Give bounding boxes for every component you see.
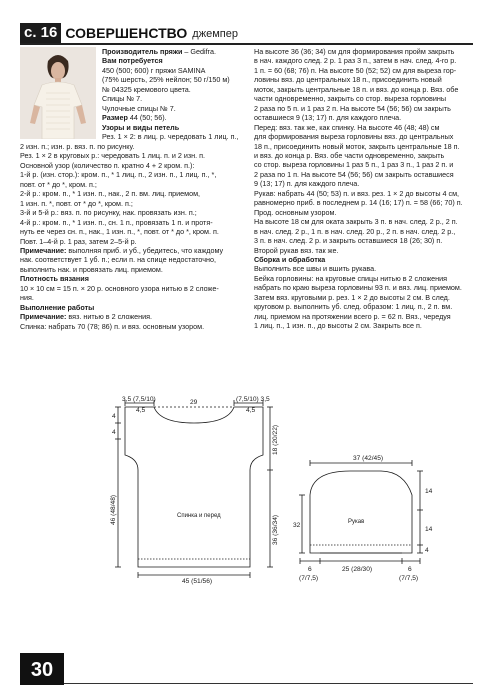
text-line <box>20 218 223 227</box>
text-line <box>102 47 239 56</box>
text-run: 1 изн. п. *, повт. от * до *, кром. п.; <box>20 198 133 208</box>
text-line <box>102 113 239 122</box>
text-line <box>20 246 223 255</box>
text-run: Затем вяз. круговыми р. рез. 1 × 2 до высоты 2 см. В след. <box>254 292 450 302</box>
text-line <box>254 75 463 84</box>
text-run: 2 изн. п.; изн. р. вяз. п. по рисунку. <box>20 142 135 151</box>
text-line <box>20 161 223 170</box>
sleeve-dim-left: 32 <box>293 522 301 529</box>
text-run: Второй рукав вяз. так же. <box>254 245 339 255</box>
sleeve-dim-bottom-right-2: (7/7,5) <box>399 575 419 582</box>
text-line <box>254 160 463 169</box>
text-line <box>20 227 223 236</box>
text-line <box>20 322 223 331</box>
text-run: равномерно приб. в последнем р. 14 (16; 17) п. = 58 (66; 70) п. <box>254 198 463 208</box>
text-line <box>254 274 463 283</box>
text-line <box>102 132 239 141</box>
text-run: 2 раза по 5 п. и 1 раз 2 п. На высоте 54 (56; 56) см закрыть <box>254 103 451 113</box>
text-run: со стор. выреза горловины 1 раз 5 п., 1 раз 3 п., 1 раз 2 п. и <box>254 160 454 170</box>
dim-left-b: 4 <box>112 429 116 436</box>
text-line <box>254 151 463 160</box>
sleeve-dim-right-b: 14 <box>425 526 433 533</box>
text-run: 44 (50; 56). <box>127 113 167 123</box>
text-line <box>254 236 463 245</box>
text-line <box>102 94 239 103</box>
text-line <box>254 302 463 311</box>
sleeve-dim-bottom-left: 6 <box>308 566 312 573</box>
text-run: выполняя приб. и уб., убедитесь, что каждому <box>66 245 224 255</box>
dim-top-right-inner: 4,5 <box>246 407 256 414</box>
text-line <box>254 189 463 198</box>
bold-run: Сборка и обработка <box>254 254 326 264</box>
text-run: 3-й и 5-й р.: вяз. п. по рисунку, нак. провязать изн. п.; <box>20 208 197 218</box>
sleeve-label: Рукав <box>348 519 365 525</box>
text-run: 2 раза по 1 п. На высоте 54 (56; 56) см закрыть оставшиеся <box>254 169 454 179</box>
text-line <box>254 255 463 264</box>
dim-right-bottom: 36 (36/34) <box>272 514 279 545</box>
text-run: 18 п., присоединить новый моток, закрыть центральные 18 п. <box>254 141 460 151</box>
text-run: оставшиеся 9 (13; 17) п. для каждого плеча. <box>254 113 402 123</box>
text-line <box>102 85 239 94</box>
pattern-schematic <box>0 395 496 595</box>
text-run: ния. <box>20 293 34 303</box>
dim-bottom: 45 (51/56) <box>182 578 213 585</box>
text-run: № 04325 кремового цвета. <box>102 84 191 94</box>
text-run: повт. от * до *, кром. п.; <box>20 179 97 189</box>
text-run: 1 лиц. п., 1 изн. п., до высоты 2 см. Закрыть все п. <box>254 321 422 331</box>
bold-run: Выполнение работы <box>20 302 95 312</box>
article-title: СОВЕРШЕНСТВО <box>65 25 188 41</box>
text-line <box>102 104 239 113</box>
text-line <box>20 199 223 208</box>
text-run: Рукав: набрать 44 (50; 53) п. и вяз. рез. 1 × 2 до высоты 4 см, <box>254 188 460 198</box>
text-run: Основной узор (количество п. кратно 4 + 2 кром. п.): <box>20 160 195 170</box>
text-run: нуть ее через сн. п., нак., 1 изн. п., *, повт. от * до *, кром. п. <box>20 227 219 237</box>
instructions-right-block <box>254 47 463 331</box>
text-line <box>20 208 223 217</box>
text-run: – Gedifra. <box>182 47 216 56</box>
text-line <box>254 179 463 188</box>
text-line <box>254 123 463 132</box>
text-line <box>254 113 463 122</box>
text-line <box>254 264 463 273</box>
dim-right-top: 18 (20/22) <box>272 424 279 455</box>
text-run: 1-й р. (изн. стор.): кром. п., * 1 лиц. п., 2 изн. п., 1 лиц. п., *, <box>20 170 217 180</box>
text-line <box>254 66 463 75</box>
text-line <box>20 312 223 321</box>
page-number: 30 <box>20 653 64 685</box>
text-line <box>254 142 463 151</box>
text-run: и вяз. до конца р. Вяз. обе части одновременно, закрыть <box>254 150 445 160</box>
text-run: На высоте 36 (36; 34) см для формирования пройм закрыть <box>254 47 455 56</box>
text-run: 450 (500; 600) г пряжи SAMINA <box>102 65 206 75</box>
text-line <box>254 321 463 330</box>
text-line <box>102 56 239 65</box>
model-photo <box>20 47 96 139</box>
text-line <box>254 246 463 255</box>
text-line <box>20 151 223 160</box>
sleeve-outline <box>310 471 412 553</box>
text-run: Прод. основным узором. <box>254 207 337 217</box>
text-run: в нач. каждого след. 2 р. 1 раз 3 п., затем в нач. след. 4-го р. <box>254 56 457 66</box>
text-run: выполнить нак. и провязать лиц. приемом. <box>20 264 163 274</box>
sleeve-dim-right-a: 14 <box>425 488 433 495</box>
text-line <box>20 170 223 179</box>
text-run: вяз. нитью в 2 сложения. <box>66 312 153 322</box>
model-photo-image <box>20 47 96 139</box>
sleeve-dim-bottom-left-2: (7/7,5) <box>299 575 319 582</box>
text-line <box>254 312 463 321</box>
text-run: 2-й р.: кром. п., * 1 изн. п., нак., 2 п. вм. лиц. приемом, <box>20 189 201 199</box>
body-label: Спинка и перед <box>177 513 221 519</box>
text-line <box>254 198 463 207</box>
text-run: Рез. 1 × 2: в лиц. р. чередовать 1 лиц. п., <box>102 132 239 142</box>
text-run: Спинка: набрать 70 (78; 86) п. и вяз. основным узором. <box>20 321 205 331</box>
bold-run: Производитель пряжи <box>102 47 183 56</box>
bold-run: Размер <box>102 113 128 123</box>
text-run: Бейка горловины: на круговые спицы нитью в 2 сложения <box>254 273 447 283</box>
text-run: для формирования выреза горловины вяз. до центральных <box>254 132 454 142</box>
text-line <box>20 284 223 293</box>
text-line <box>20 189 223 198</box>
text-run: (75% шерсть, 25% нейлон; 50 г/150 м) <box>102 75 230 85</box>
text-line <box>20 303 223 312</box>
bold-run: Узоры и виды петель <box>102 122 180 132</box>
text-line <box>254 56 463 65</box>
text-line <box>254 293 463 302</box>
sleeve-dim-bottom-right: 6 <box>408 566 412 573</box>
body-outline <box>125 407 263 567</box>
text-line <box>254 104 463 113</box>
text-line <box>20 265 223 274</box>
text-line <box>102 75 239 84</box>
text-run: части одновременно, закрыть со стор. выреза горловины <box>254 94 446 104</box>
text-run: ловины вяз. до центральных 18 п., присоединить новый <box>254 75 442 85</box>
text-run: в нач. след. 2 р., 1 п. в нач. след. 20 р., 2 п. в нач. след. 2 р., <box>254 226 456 236</box>
materials-block <box>102 47 239 142</box>
dim-top-left-inner: 4,5 <box>136 407 146 414</box>
text-run: 1 п. = 60 (68; 76) п. На высоте 50 (52; 52) см для выреза гор- <box>254 65 457 75</box>
bold-run: Плотность вязания <box>20 274 89 284</box>
sleeve-dim-bottom-mid: 25 (28/30) <box>342 566 373 573</box>
pattern-diagram <box>0 395 496 595</box>
text-run: Чулочные спицы № 7. <box>102 103 176 113</box>
article-subtitle: джемпер <box>192 28 238 40</box>
article-header <box>20 23 238 43</box>
sleeve-dim-top: 37 (42/45) <box>353 455 384 462</box>
text-run: круговом р. выполнить уб. след. образом: 1 лиц. п., 2 п. вм. <box>254 302 453 312</box>
text-run: Перед: вяз. так же, как спинку. На высоте 46 (48; 48) см <box>254 122 440 132</box>
text-run: лиц. приемом на протяжении всего р. = 62 п. Вяз., чередуя <box>254 311 451 321</box>
text-line <box>254 208 463 217</box>
bold-run: Примечание: <box>20 245 67 255</box>
text-line <box>102 66 239 75</box>
instructions-left-block <box>20 142 223 331</box>
text-run: нак. соответствует 1 уб. п.; если п. на спице недостаточно, <box>20 255 216 265</box>
text-line <box>254 132 463 141</box>
page-ref-badge: с. 16 <box>20 23 61 43</box>
dim-left-a: 4 <box>112 413 116 420</box>
text-line <box>20 274 223 283</box>
dim-top-mid: 29 <box>190 399 198 406</box>
text-run: 3 п. в нач. след. 2 р. и закрыть оставшиеся 18 (26; 30) п. <box>254 236 443 246</box>
dim-top-right: (7,5/10) 3,5 <box>236 396 270 403</box>
text-line <box>254 47 463 56</box>
text-line <box>254 217 463 226</box>
text-run: Рез. 1 × 2 в круговых р.: чередовать 1 лиц. п. и 2 изн. п. <box>20 151 206 161</box>
text-run: 9 (13; 17) п. для каждого плеча. <box>254 179 360 189</box>
text-run: 10 × 10 см = 15 п. × 20 р. основного узора нитью в 2 сложе- <box>20 283 219 293</box>
text-line <box>102 123 239 132</box>
text-run: Повт. 1–4-й р. 1 раз, затем 2–5-й р. <box>20 236 137 246</box>
text-line <box>254 170 463 179</box>
text-run: Выполнить все швы и вшить рукава. <box>254 264 377 274</box>
text-line <box>254 85 463 94</box>
text-line <box>254 227 463 236</box>
sleeve-dim-right-c: 4 <box>425 547 429 554</box>
bold-run: Вам потребуется <box>102 56 163 66</box>
text-line <box>254 94 463 103</box>
text-line <box>254 283 463 292</box>
dim-top-left: 3,5 (7,5/10) <box>122 396 156 403</box>
header-rule <box>20 43 473 45</box>
footer-rule <box>64 683 473 684</box>
dim-left-total: 46 (48/48) <box>110 494 117 525</box>
text-line <box>20 255 223 264</box>
text-line <box>20 180 223 189</box>
text-run: моток, закрыть центральные 18 п. и вяз. до конца р. Вяз. обе <box>254 84 459 94</box>
text-line <box>20 142 223 151</box>
text-line <box>20 293 223 302</box>
text-run: набрать по краю выреза горловины 93 п. и вяз. лиц. приемом. <box>254 283 462 293</box>
text-run: Спицы № 7. <box>102 94 143 104</box>
bold-run: Примечание: <box>20 312 67 322</box>
text-run: На высоте 18 см для оката закрыть 3 п. в нач. след. 2 р., 2 п. <box>254 217 458 227</box>
text-run: 4-й р.: кром. п., * 1 изн. п., сн. 1 п., провязать 1 п. и протя- <box>20 217 213 227</box>
text-line <box>20 237 223 246</box>
